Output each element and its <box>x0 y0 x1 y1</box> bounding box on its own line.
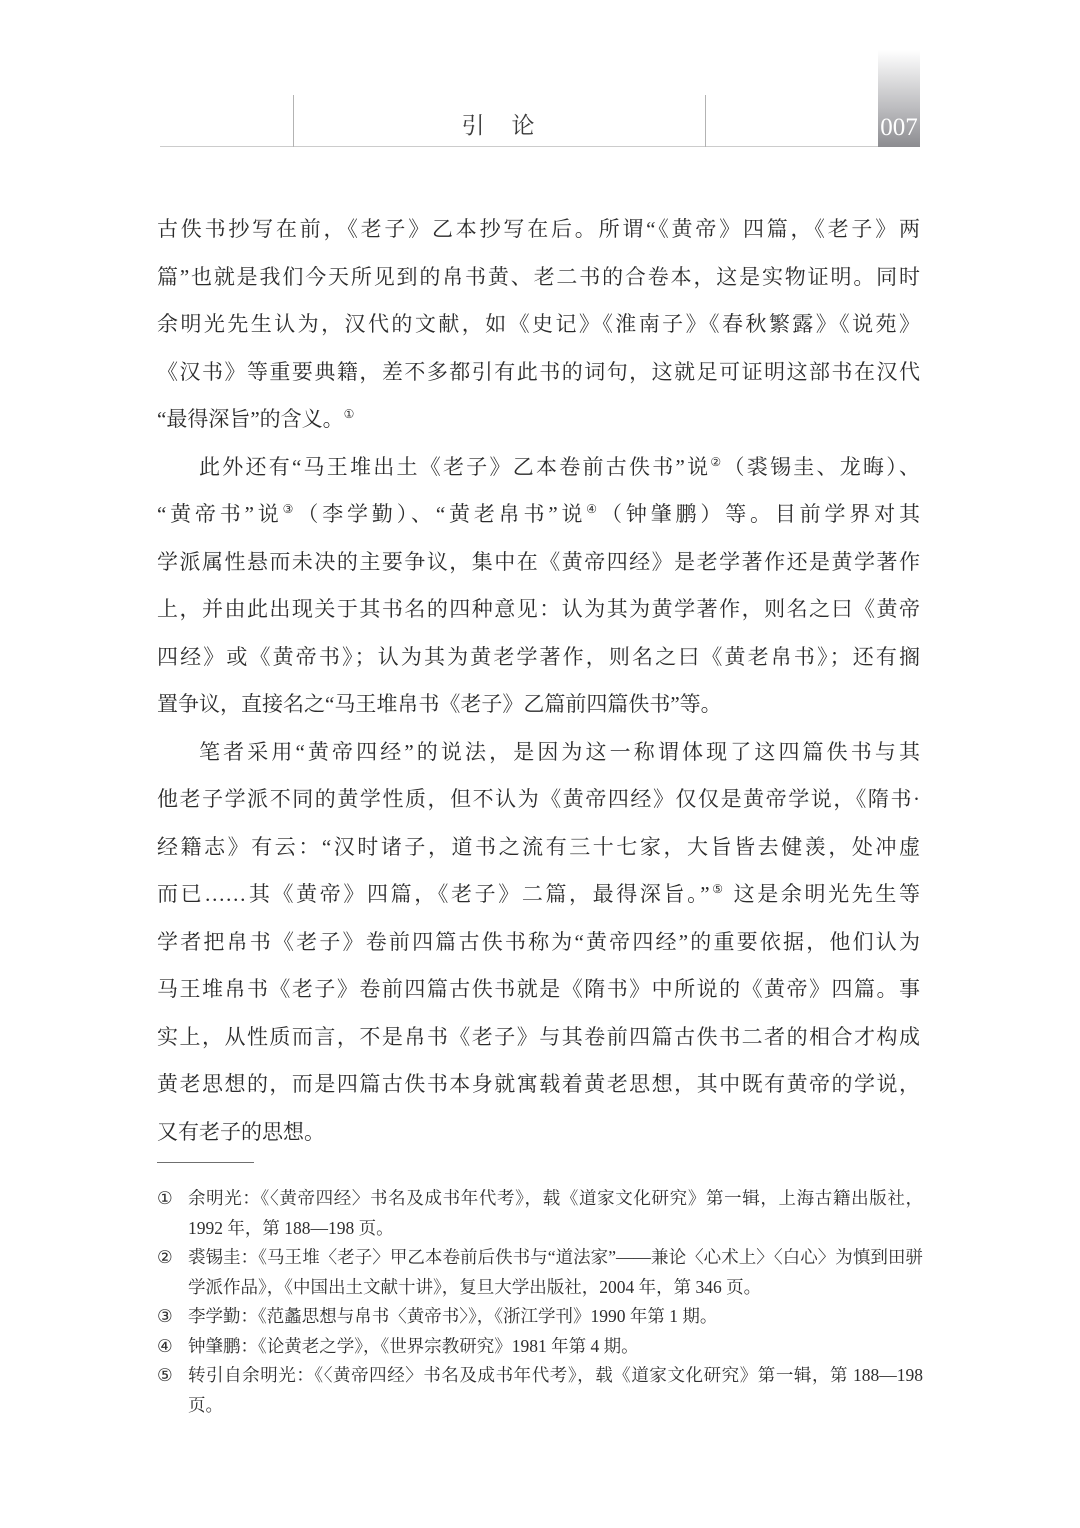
body-line: 余明光先生认为，汉代的文献，如《史记》《淮南子》《春秋繁露》《说苑》 <box>157 312 920 336</box>
footnote-ref: ② <box>710 454 724 469</box>
footnote-separator <box>157 1162 254 1163</box>
footnotes-list <box>157 1184 923 1420</box>
footnote-marker: ③ <box>157 1306 173 1326</box>
body-line: 又有老子的思想。 <box>157 1119 325 1144</box>
footnote-text: 余明光：《〈黄帝四经〉书名及成书年代考》，载《道家文化研究》第一辑，上海古籍出版社，1992 年，第 188—198 页。 <box>188 1188 923 1238</box>
body-line: 篇”也就是我们今天所见到的帛书黄、老二书的合卷本，这是实物证明。同时 <box>157 264 920 289</box>
footnote-marker: ④ <box>157 1335 173 1356</box>
body-line: 《汉书》等重要典籍，差不多都引有此书的词句，这就足可证明这部书在汉代 <box>157 359 920 384</box>
footnote-marker: ② <box>157 1247 173 1267</box>
body-line: 而已……其《黄帝》四篇，《老子》二篇，最得深旨。”⑤ 这是余明光先生等 <box>157 882 920 906</box>
body-line: 马王堆帛书《老子》卷前四篇古佚书就是《隋书》中所说的《黄帝》四篇。事 <box>157 977 920 1001</box>
footnote-item <box>157 1243 923 1302</box>
footnote-text: 李学勤：《范蠡思想与帛书〈黄帝书〉》，《浙江学刊》1990 年第 1 期。 <box>188 1306 718 1326</box>
body-line: 笔者采用“黄帝四经”的说法，是因为这一称谓体现了这四篇佚书与其 <box>199 739 920 764</box>
body-line: 置争议，直接名之“马王堆帛书《老子》乙篇前四篇佚书”等。 <box>157 692 722 716</box>
footnote-item <box>157 1332 923 1362</box>
chapter-title: 引 论 <box>461 113 537 138</box>
body-line: 古佚书抄写在前，《老子》乙本抄写在后。所谓“《黄帝》四篇，《老子》两 <box>157 217 920 241</box>
footnote-marker: ⑤ <box>157 1365 173 1385</box>
footnote-text: 裘锡圭：《马王堆〈老子〉甲乙本卷前后佚书与“道法家”——兼论〈心术上〉〈白心〉为慎到田骈学派作品》，《中国出土文献十讲》，复旦大学出版社，2004 年，第 346 页。 <box>188 1247 923 1297</box>
body-line: 四经》或《黄帝书》；认为其为黄老学著作，则名之曰《黄老帛书》；还有搁 <box>157 644 920 669</box>
header-tick-right <box>705 95 706 147</box>
body-line: 此外还有“马王堆出土《老子》乙本卷前古佚书”说②（裘锡圭、龙晦）、 <box>199 454 920 479</box>
header-rule <box>160 146 920 147</box>
footnote-item <box>157 1302 923 1332</box>
body-line: “黄帝书”说③（李学勤）、“黄老帛书”说④（钟肇鹏）等。目前学界对其 <box>157 502 920 526</box>
footnote-ref: ⑤ <box>709 882 726 896</box>
body-line: 实上，从性质而言，不是帛书《老子》与其卷前四篇古佚书二者的相合才构成 <box>157 1024 920 1049</box>
footnote-ref: ① <box>343 407 355 421</box>
body-text <box>157 206 920 1156</box>
body-line: 黄老思想的，而是四篇古佚书本身就寓载着黄老思想，其中既有黄帝的学说， <box>157 1072 920 1096</box>
body-line: 经籍志》有云：“汉时诸子，道书之流有三十七家，大旨皆去健羡，处冲虚 <box>157 834 920 859</box>
body-line: “最得深旨”的含义。① <box>157 407 355 431</box>
body-line: 上，并由此出现关于其书名的四种意见：认为其为黄学著作，则名之曰《黄帝 <box>157 597 920 621</box>
footnote-ref: ④ <box>586 502 602 516</box>
footnote-ref: ③ <box>282 502 298 516</box>
footnote-marker: ① <box>157 1188 173 1208</box>
body-line: 他老子学派不同的黄学性质，但不认为《黄帝四经》仅仅是黄帝学说，《隋书· <box>157 787 920 811</box>
body-line: 学派属性悬而未决的主要争议，集中在《黄帝四经》是老学著作还是黄学著作 <box>157 549 920 574</box>
body-line: 学者把帛书《老子》卷前四篇古佚书称为“黄帝四经”的重要依据，他们认为 <box>157 929 920 954</box>
footnote-text: 钟肇鹏：《论黄老之学》，《世界宗教研究》1981 年第 4 期。 <box>188 1335 639 1356</box>
page-number: 007 <box>880 114 918 141</box>
footnote-item <box>157 1184 923 1243</box>
page-number-tab <box>878 50 920 147</box>
footnote-text: 转引自余明光：《〈黄帝四经〉书名及成书年代考》，载《道家文化研究》第一辑，第 188—198 页。 <box>188 1365 923 1415</box>
footnote-item <box>157 1361 923 1420</box>
